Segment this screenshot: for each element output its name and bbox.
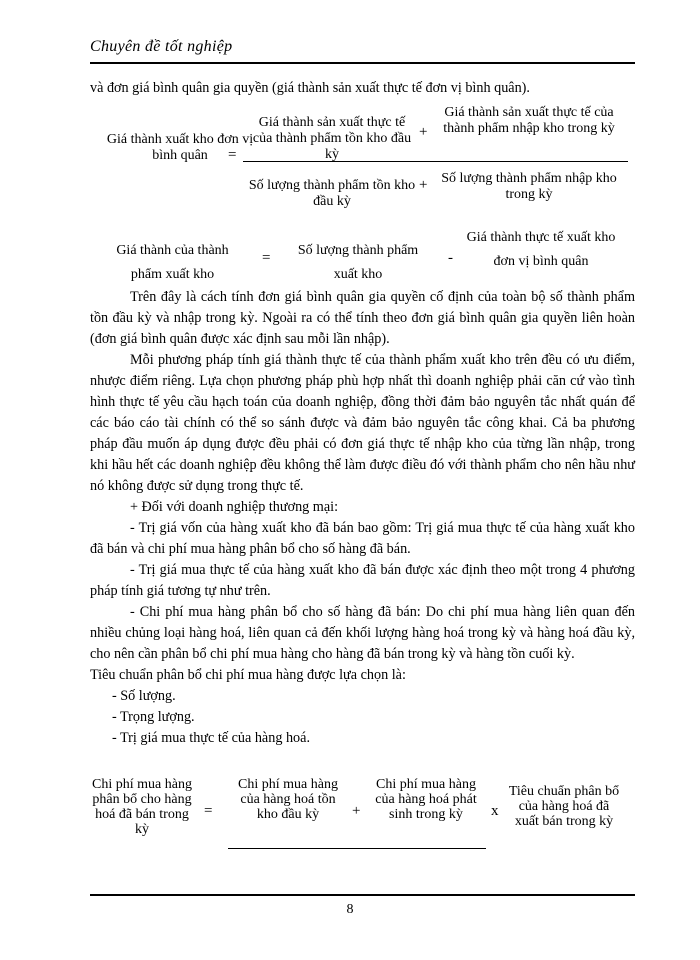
formula3-num-a: Chi phí mua hàng của hàng hoá tồn kho đầu kỳ xyxy=(238,777,338,822)
formula3-num-b: Chi phí mua hàng của hàng hoá phát sinh trong kỳ xyxy=(375,777,477,822)
criteria-title: Tiêu chuẩn phân bổ chi phí mua hàng được lựa chọn là: xyxy=(90,667,406,683)
header-rule xyxy=(90,62,635,64)
formula1-plus-top: + xyxy=(419,124,428,140)
formula3-rhs: Tiêu chuẩn phân bổ của hàng hoá đã xuất bán trong kỳ xyxy=(508,784,620,829)
paragraph: - Chi phí mua hàng phân bổ cho số hàng đã bán: Do chi phí mua hàng liên quan đến nhiều chủng loại hàng hoá, liên quan cả đến khối lượng hàng hoá trong kỳ và hàng hoá đầu kỳ, cho nên cần phân bổ chi phí mua hàng cho hàng đã bán trong kỳ và hàng tồn cuối kỳ. xyxy=(90,604,635,662)
formula3-plus: + xyxy=(352,803,361,819)
formula2-minus: - xyxy=(448,250,453,266)
formula1-num-a: Giá thành sản xuất thực tế của thành phẩm tồn kho đầu kỳ xyxy=(252,115,412,162)
paragraph: Mỗi phương pháp tính giá thành thực tế của thành phẩm xuất kho trên đều có ưu điểm, nhược điểm riêng. Lựa chọn phương pháp phù hợp nhất thì doanh nghiệp phải căn cứ vào tình hình thực tế yêu cầu hạch toán của doanh nghiệp, đồng thời đảm bảo nguyên tắc nhất quán để các báo cáo tài chính có thể so sánh được và đảm bảo nguyên tắc công khai. Cả ba phương pháp đầu muốn áp dụng được đều phải có đơn giá thực tế nhập kho của từng lần nhập, trong khi hầu hết các doanh nghiệp đều không thể làm được điều đó với thành phẩm cho nên hầu như nó không được sử dụng trong thực tế. xyxy=(90,352,635,494)
paragraph: - Trị giá mua thực tế của hàng xuất kho đã bán được xác định theo một trong 4 phương pháp tính giá tương tự như trên. xyxy=(90,562,635,599)
footer-rule xyxy=(90,894,635,896)
intro-text: và đơn giá bình quân gia quyền (giá thành sản xuất thực tế đơn vị bình quân). xyxy=(90,80,530,96)
formula2-mid: Số lượng thành phẩm xuất kho xyxy=(297,243,419,282)
formula1-fraction-bar xyxy=(243,161,628,162)
formula1-plus-bottom: + xyxy=(419,177,428,193)
criteria-item: - Trọng lượng. xyxy=(112,709,195,725)
formula3-lhs: Chi phí mua hàng phân bổ cho hàng hoá đã bán trong kỳ xyxy=(92,777,192,837)
running-header: Chuyên đề tốt nghiệp xyxy=(90,38,233,55)
criteria-item: - Số lượng. xyxy=(112,688,176,704)
formula2-equals: = xyxy=(262,250,271,266)
formula1-den-a: Số lượng thành phẩm tồn kho đầu kỳ xyxy=(248,178,416,209)
formula2-lhs: Giá thành của thành phẩm xuất kho xyxy=(116,243,229,282)
formula2-rhs: Giá thành thực tế xuất kho đơn vị bình quân xyxy=(466,230,616,269)
formula3-fraction-bar xyxy=(228,848,486,849)
body-text xyxy=(90,287,635,749)
formula1-den-b: Số lượng thành phẩm nhập kho trong kỳ xyxy=(441,171,617,202)
criteria-item: - Trị giá mua thực tế của hàng hoá. xyxy=(112,730,310,746)
paragraph: - Trị giá vốn của hàng xuất kho đã bán bao gồm: Trị giá mua thực tế của hàng xuất kho đã bán và chi phí mua hàng phân bổ cho số hàng đã bán. xyxy=(90,520,635,557)
paragraph: Trên đây là cách tính đơn giá bình quân gia quyền cố định của toàn bộ số thành phẩm tồn đầu kỳ và nhập trong kỳ. Ngoài ra có thể tính theo đơn giá bình quân gia quyền liên hoàn (đơn giá bình quân được xác định sau mỗi lần nhập). xyxy=(90,289,635,347)
formula1-num-b: Giá thành sản xuất thực tế của thành phẩm nhập kho trong kỳ xyxy=(443,105,615,136)
formula3-equals: = xyxy=(204,803,213,819)
paragraph: + Đối với doanh nghiệp thương mại: xyxy=(130,499,339,515)
formula3-times: x xyxy=(491,803,499,819)
formula1-equals: = xyxy=(228,147,237,163)
formula1-lhs: Giá thành xuất kho đơn vị bình quân xyxy=(106,132,254,163)
page-number: 8 xyxy=(346,902,354,917)
